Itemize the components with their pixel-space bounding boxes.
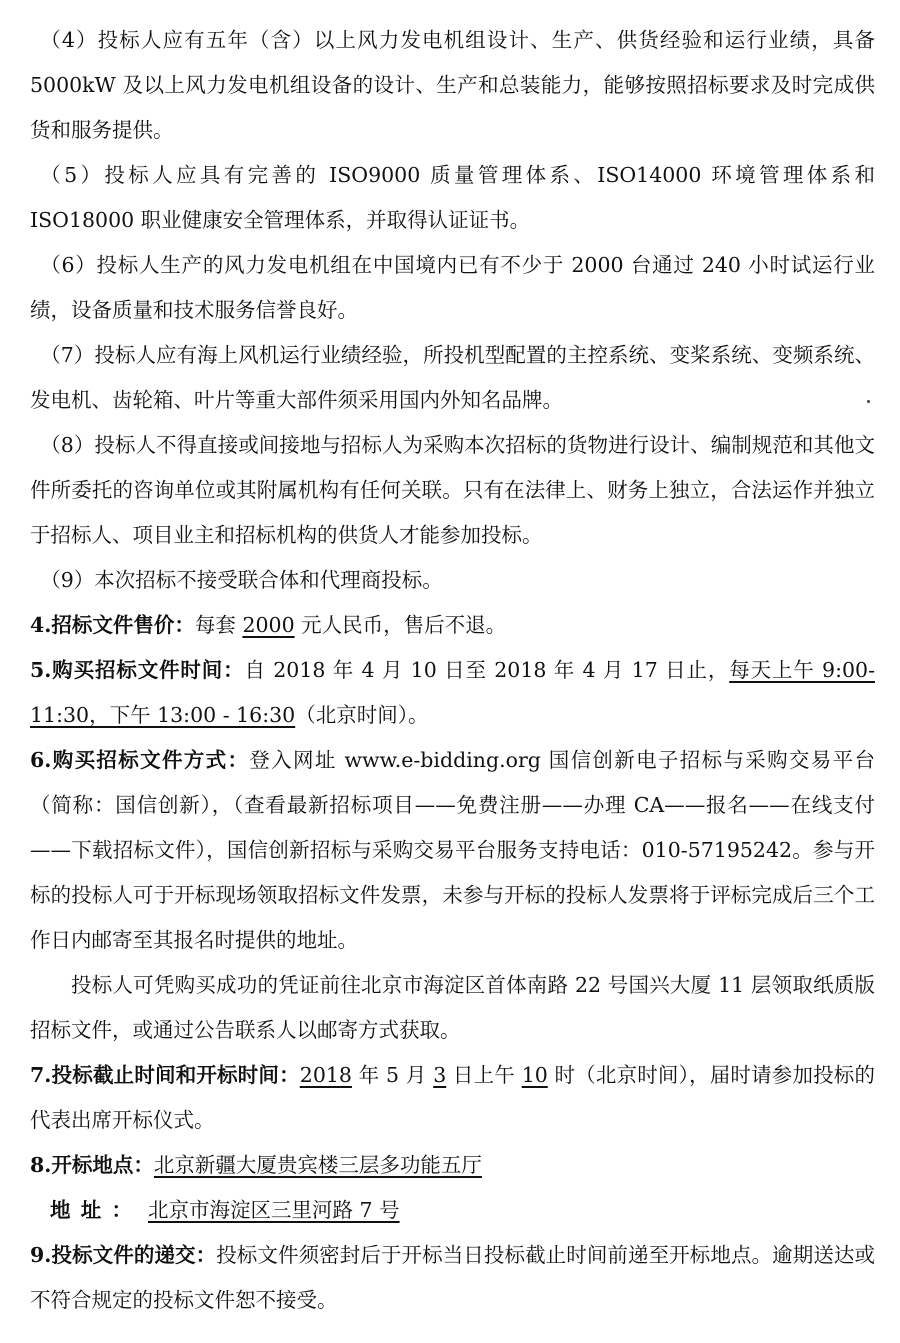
section-4-price: 4.招标文件售价：每套 2000 元人民币，售后不退。 bbox=[30, 613, 507, 637]
clause-6: （6）投标人生产的风力发电机组在中国境内已有不少于 2000 台通过 240 小时试运行业绩，设备质量和技术服务信誉良好。 bbox=[30, 253, 875, 322]
scan-speck bbox=[867, 400, 870, 403]
section-heading: 5.购买招标文件时间： bbox=[30, 658, 245, 682]
section-8-address bbox=[30, 1188, 875, 1233]
venue-address: 北京市海淀区三里河路 7 号 bbox=[148, 1198, 400, 1222]
venue-name: 北京新疆大厦贵宾楼三层多功能五厅 bbox=[153, 1153, 482, 1177]
section-heading: 8.开标地点： bbox=[30, 1153, 154, 1177]
section-9-submission: 9.投标文件的递交：投标文件须密封后于开标当日投标截止时间前递至开标地点。逾期送达或不符合规定的投标文件恕不接受。 bbox=[30, 1243, 876, 1312]
document-page bbox=[30, 18, 875, 1323]
deadline-year: 2018 bbox=[299, 1063, 352, 1087]
clause-7: （7）投标人应有海上风机运行业绩经验，所投机型配置的主控系统、变桨系统、变频系统、发电机、齿轮箱、叶片等重大部件须采用国内外知名品牌。 bbox=[30, 343, 875, 412]
price-value: 2000 bbox=[242, 613, 295, 637]
section-6-purchase-method: 6.购买招标文件方式：登入网址 www.e-bidding.org 国信创新电子招标与采购交易平台（简称：国信创新），（查看最新招标项目——免费注册——办理 CA——报名——在线支付——下载招标文件），国信创新招标与采购交易平台服务支持电话：010-57195242。参与开标的投标人可于开标现场领取招标文件发票，未参与开标的投标人发票将于评标完成后三个工作日内邮寄至其报名时提供的地址。 bbox=[30, 748, 875, 952]
clause-8: （8）投标人不得直接或间接地与招标人为采购本次招标的货物进行设计、编制规范和其他文件所委托的咨询单位或其附属机构有任何关联。只有在法律上、财务上独立，合法运作并独立于招标人、项目业主和招标机构的供货人才能参加投标。 bbox=[30, 433, 875, 547]
clause-4: （4）投标人应有五年（含）以上风力发电机组设计、生产、供货经验和运行业绩，具备 5000kW 及以上风力发电机组设备的设计、生产和总装能力，能够按照招标要求及时完成供货和服务提供。 bbox=[30, 28, 875, 142]
section-6-note: 投标人可凭购买成功的凭证前往北京市海淀区首体南路 22 号国兴大厦 11 层领取纸质版招标文件，或通过公告联系人以邮寄方式获取。 bbox=[30, 973, 875, 1042]
section-heading: 7.投标截止时间和开标时间： bbox=[30, 1063, 300, 1087]
section-heading: 4.招标文件售价： bbox=[30, 613, 195, 637]
business-hours: 每天上午 9:00-11:30，下午 13:00 - 16:30 bbox=[30, 658, 875, 727]
section-heading: 6.购买招标文件方式： bbox=[30, 748, 250, 772]
deadline-day: 3 bbox=[433, 1063, 447, 1087]
section-7-deadline: 7.投标截止时间和开标时间：2018 年 5 月 3 日上午 10 时（北京时间），届时请参加投标的代表出席开标仪式。 bbox=[30, 1063, 875, 1132]
section-5-purchase-time: 5.购买招标文件时间：自 2018 年 4 月 10 日至 2018 年 4 月 17 日止，每天上午 9:00-11:30，下午 13:00 - 16:30（北京时间）。 bbox=[30, 658, 875, 727]
address-label: 地址： bbox=[50, 1198, 143, 1222]
clause-9: （9）本次招标不接受联合体和代理商投标。 bbox=[40, 568, 443, 592]
clause-5: （5）投标人应具有完善的 ISO9000 质量管理体系、ISO14000 环境管理体系和 ISO18000 职业健康安全管理体系，并取得认证证书。 bbox=[30, 163, 875, 232]
section-heading: 9.投标文件的递交： bbox=[30, 1243, 217, 1267]
section-8-venue bbox=[30, 1143, 875, 1188]
deadline-hour: 10 bbox=[521, 1063, 548, 1087]
